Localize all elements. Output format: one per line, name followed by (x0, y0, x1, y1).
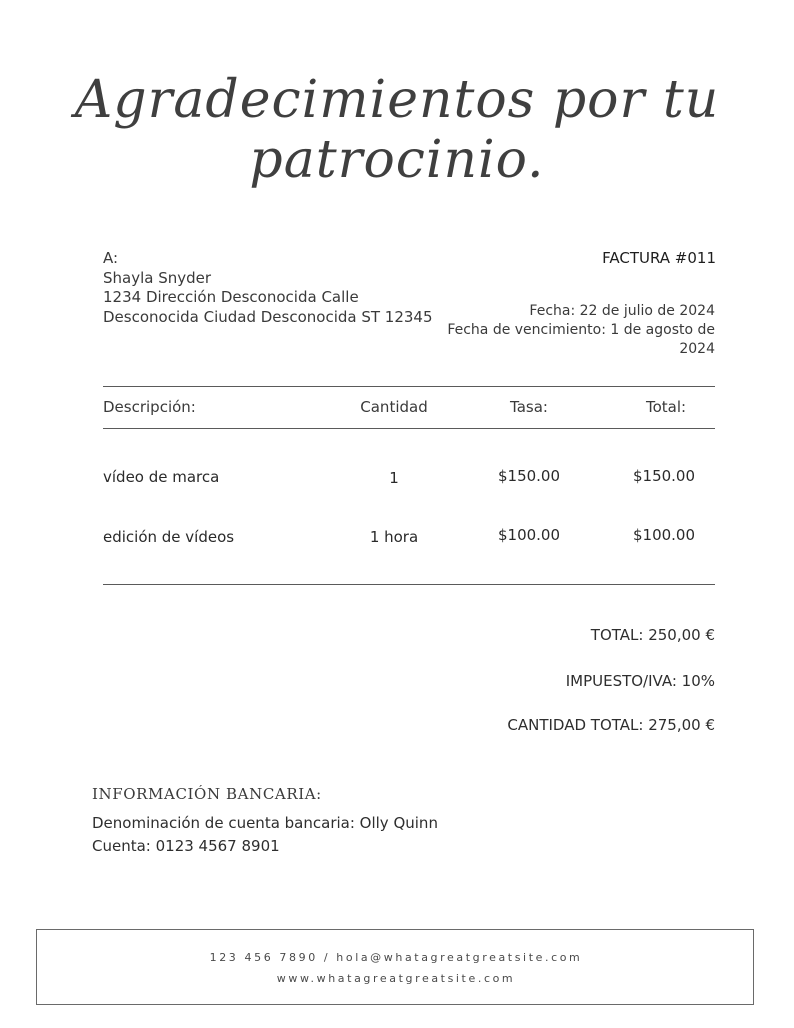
invoice-due-date-line2: 2024 (679, 341, 715, 357)
bank-info-title: INFORMACIÓN BANCARIA: (92, 785, 322, 803)
recipient-address-line1: 1234 Dirección Desconocida Calle (103, 288, 359, 306)
recipient-label: A: (103, 249, 119, 267)
row1-total: $150.00 (632, 467, 696, 485)
row1-quantity: 1 (389, 469, 399, 487)
invoice-number: FACTURA #011 (602, 249, 716, 267)
invoice-due-date-line1: Fecha de vencimiento: 1 de agosto de (447, 322, 715, 338)
row1-description: vídeo de marca (103, 468, 220, 486)
row2-quantity: 1 hora (369, 528, 419, 546)
invoice-date: Fecha: 22 de julio de 2024 (529, 303, 715, 319)
invoice-dates (445, 302, 715, 359)
col-header-total: Total: (645, 398, 687, 416)
row2-rate: $100.00 (497, 526, 561, 544)
col-header-rate: Tasa: (510, 398, 548, 416)
recipient-block (103, 249, 433, 327)
table-header-divider (103, 428, 715, 429)
col-header-description: Descripción: (103, 398, 196, 416)
footer-contact: 123 456 7890 / hola@whatagreatgreatsite.com (209, 951, 583, 964)
page-title: Agradecimientos por tu patrocinio. (74, 70, 720, 190)
table-top-divider (103, 386, 715, 387)
col-header-quantity: Cantidad (360, 398, 428, 416)
footer-website: www.whatagreatgreatsite.com (276, 972, 516, 985)
row2-description: edición de vídeos (103, 528, 235, 546)
subtotal: TOTAL: 250,00 € (590, 626, 715, 644)
row2-total: $100.00 (632, 526, 696, 544)
bank-account-name: Denominación de cuenta bancaria: Olly Quinn (92, 814, 438, 832)
row1-rate: $150.00 (497, 467, 561, 485)
recipient-address-line2: Desconocida Ciudad Desconocida ST 12345 (103, 307, 433, 326)
tax-rate: IMPUESTO/IVA: 10% (565, 672, 715, 690)
grand-total: CANTIDAD TOTAL: 275,00 € (507, 716, 715, 734)
table-bottom-divider (103, 584, 715, 585)
bank-account-number: Cuenta: 0123 4567 8901 (92, 837, 280, 855)
footer-contact-box (36, 929, 754, 1005)
recipient-name: Shayla Snyder (103, 268, 212, 287)
